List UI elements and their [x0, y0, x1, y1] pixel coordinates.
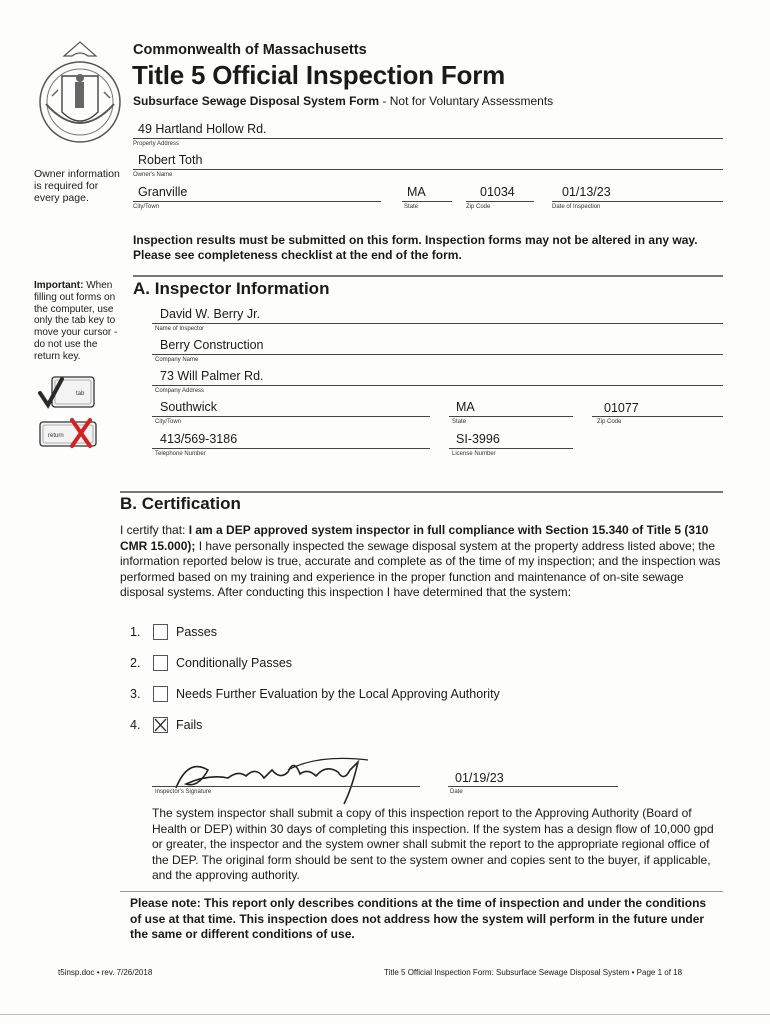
subtitle-rest: - Not for Voluntary Assessments: [379, 94, 554, 108]
inspection-date-value[interactable]: 01/13/23: [562, 185, 611, 199]
company-address-label: Company Address: [155, 388, 205, 394]
section-a-heading: A. Inspector Information: [133, 279, 330, 298]
agency-name: Commonwealth of Massachusetts: [133, 42, 367, 58]
option-4-checkbox-checked[interactable]: [153, 717, 168, 733]
company-zip-label: Zip Code: [597, 419, 622, 425]
company-state-value[interactable]: MA: [456, 400, 475, 414]
inspection-date-label: Date of Inspection: [552, 204, 601, 210]
certification-text: [120, 523, 723, 601]
license-label: License Number: [452, 451, 496, 457]
option-3-checkbox[interactable]: [153, 686, 168, 702]
property-address-label: Property Address: [133, 141, 180, 147]
tab-key-label: tab: [76, 391, 85, 397]
signature-label: Inspector's Signature: [155, 789, 212, 795]
option-2-label: Conditionally Passes: [176, 656, 293, 670]
option-3: [130, 686, 690, 704]
cert-bold: I am a DEP approved system inspector in full compliance with Section 15.340 of Title 5 (310 CMR 15.000);: [120, 523, 709, 553]
owner-name-label: Owner's Name: [133, 172, 173, 178]
owner-name-value[interactable]: Robert Toth: [138, 153, 203, 167]
inspector-name-label: Name of Inspector: [155, 326, 205, 332]
option-1-checkbox[interactable]: [153, 624, 168, 640]
option-4-label: Fails: [176, 718, 203, 732]
option-2-number: 2.: [130, 656, 141, 670]
signature-text: David W Berry Jr: [198, 778, 206, 779]
cert-intro: I certify that:: [120, 523, 189, 537]
owner-state-value[interactable]: MA: [407, 185, 426, 199]
company-city-value[interactable]: Southwick: [160, 400, 217, 414]
footer-right: Title 5 Official Inspection Form: Subsurface Sewage Disposal System • Page 1 of 18: [384, 968, 683, 977]
company-name-label: Company Name: [155, 357, 199, 363]
property-address-value[interactable]: 49 Hartland Hollow Rd.: [138, 122, 267, 136]
state-seal: [34, 38, 126, 146]
company-state-label: State: [452, 419, 467, 425]
option-1-label: Passes: [176, 625, 217, 639]
company-city-label: City/Town: [155, 419, 182, 425]
owner-state-label: State: [404, 204, 419, 210]
option-4: [130, 717, 690, 735]
option-4-number: 4.: [130, 718, 141, 732]
license-value[interactable]: SI-3996: [456, 432, 500, 446]
owner-zip-label: Zip Code: [466, 204, 491, 210]
return-key-icon: [38, 416, 100, 450]
cert-rest: I have personally inspected the sewage disposal system at the property address listed above; the information reported below is true, accurate and complete as of the time of my inspection; and the inspection was performed based on my training and experience in the proper function and maintenance of on-site sewage disposal systems. After conducting this inspection I have determined that the system:: [120, 538, 721, 599]
option-1-number: 1.: [130, 625, 141, 639]
form-subtitle: [133, 94, 553, 108]
company-zip-value[interactable]: 01077: [604, 401, 639, 415]
form-title: Title 5 Official Inspection Form: [132, 60, 506, 90]
owner-zip-value[interactable]: 01034: [480, 185, 515, 199]
option-1: [130, 624, 690, 642]
phone-value[interactable]: 413/569-3186: [160, 432, 238, 446]
owner-info-note: Owner information is required for every page.: [34, 168, 120, 204]
subtitle-bold: Subsurface Sewage Disposal System Form: [133, 94, 380, 108]
signature-date-label: Date: [450, 789, 463, 795]
return-key-label: return: [48, 433, 64, 439]
x-mark-icon: [154, 718, 167, 732]
signature-date-value[interactable]: 01/19/23: [455, 771, 504, 785]
company-address-value[interactable]: 73 Will Palmer Rd.: [160, 369, 264, 383]
inspector-name-value[interactable]: David W. Berry Jr.: [160, 307, 261, 321]
important-note: [34, 280, 122, 363]
section-b-heading: B. Certification: [120, 494, 241, 513]
footer-left: t5insp.doc • rev. 7/26/2018: [58, 968, 153, 977]
inspector-signature: [168, 748, 378, 806]
owner-city-value[interactable]: Granville: [138, 185, 188, 199]
important-label: Important:: [34, 280, 84, 291]
option-2-checkbox[interactable]: [153, 655, 168, 671]
option-2: [130, 655, 690, 673]
company-name-value[interactable]: Berry Construction: [160, 338, 264, 352]
please-note: Please note: This report only describes conditions at the time of inspection and under the conditions of use at that time. This inspection does not address how the system will perform in the future under the same or different conditions of use.: [130, 896, 707, 941]
phone-label: Telephone Number: [155, 451, 206, 457]
tab-key-icon: [38, 375, 98, 411]
option-3-label: Needs Further Evaluation by the Local Approving Authority: [176, 687, 500, 701]
option-3-number: 3.: [130, 687, 141, 701]
submission-notice: Inspection results must be submitted on this form. Inspection forms may not be altered in any way. Please see completeness checklist at the end of the form.: [133, 233, 698, 262]
owner-city-label: City/Town: [133, 204, 160, 210]
important-text: When filling out forms on the computer, use only the tab key to move your cursor - do not use the return key.: [34, 280, 118, 362]
submission-note: The system inspector shall submit a copy of this inspection report to the Approving Authority (Board of Health or DEP) within 30 days of completing this inspection. If the system has a design flow of 10,000 gpd or greater, the inspector and the system owner shall submit the report to the appropriate regional office of the DEP. The original form should be sent to the system owner and copies sent to the buyer, if applicable, and the approving authority.: [152, 806, 714, 882]
